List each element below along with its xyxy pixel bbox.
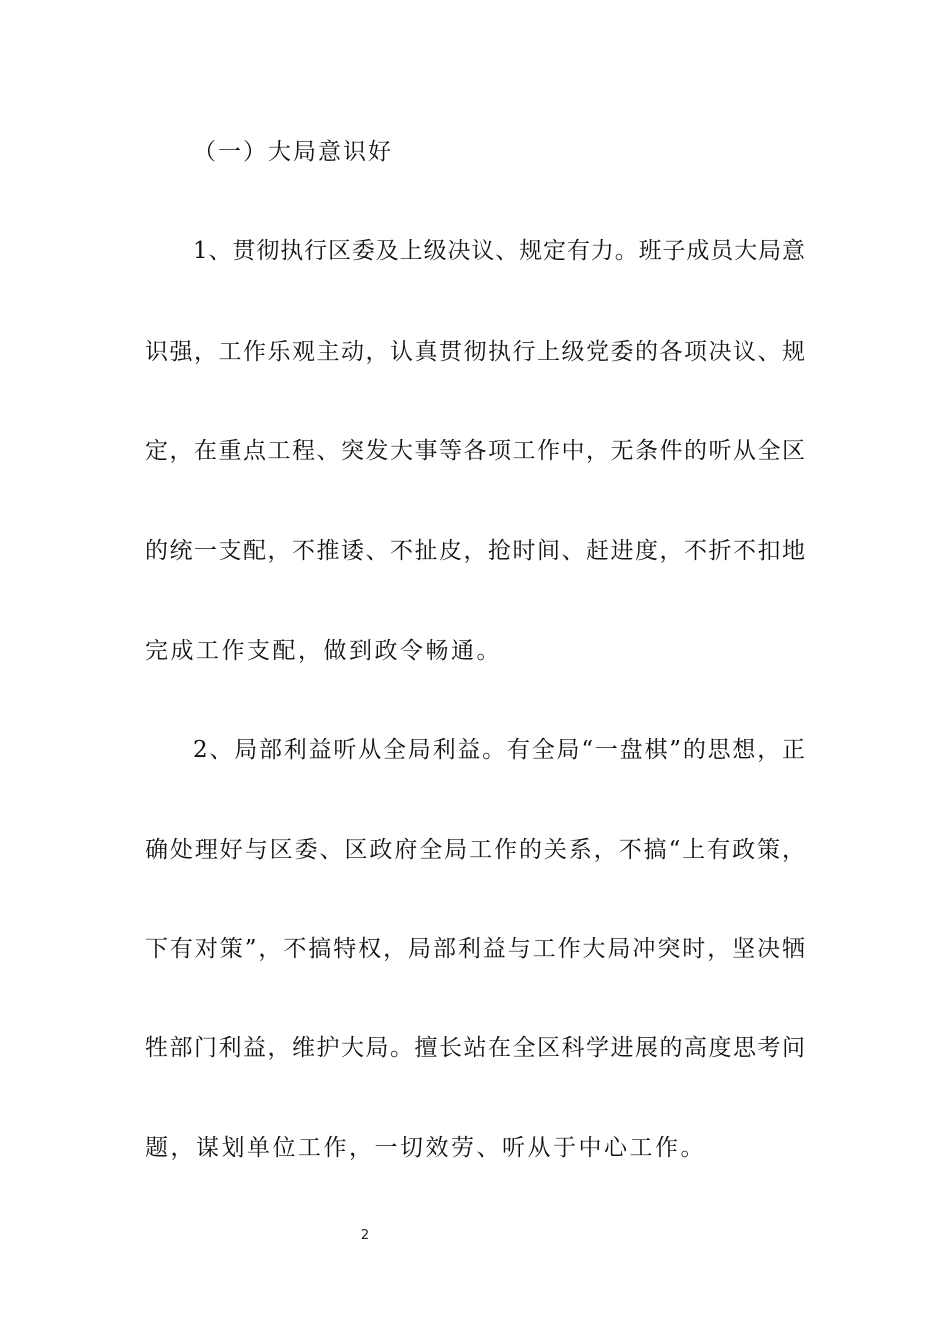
paragraph-1-line-4: 的统一支配，不推诿、不扯皮，抢时间、赶进度，不折不扣地 — [145, 538, 805, 564]
section-heading: （一）大局意识好 — [193, 139, 393, 165]
paragraph-2-line-1: 2、局部利益听从全局利益。有全局“一盘棋”的思想，正 — [193, 737, 805, 763]
paragraph-2-line-5: 题，谋划单位工作，一切效劳、听从于中心工作。 — [145, 1135, 706, 1161]
paragraph-1-line-3: 定，在重点工程、突发大事等各项工作中，无条件的听从全区 — [145, 438, 805, 464]
paragraph-1-line-5: 完成工作支配，做到政令畅通。 — [145, 638, 502, 664]
page-number: 2 — [360, 1228, 370, 1243]
paragraph-2-line-4: 牲部门利益，维护大局。擅长站在全区科学进展的高度思考问 — [145, 1035, 805, 1061]
paragraph-1-line-2: 识强，工作乐观主动，认真贯彻执行上级党委的各项决议、规 — [145, 339, 805, 365]
paragraph-2-line-2: 确处理好与区委、区政府全局工作的关系，不搞“上有政策， — [145, 837, 805, 863]
paragraph-2-line-3: 下有对策”，不搞特权，局部利益与工作大局冲突时，坚决牺 — [145, 936, 805, 962]
paragraph-1-line-1: 1、贯彻执行区委及上级决议、规定有力。班子成员大局意 — [193, 238, 805, 264]
